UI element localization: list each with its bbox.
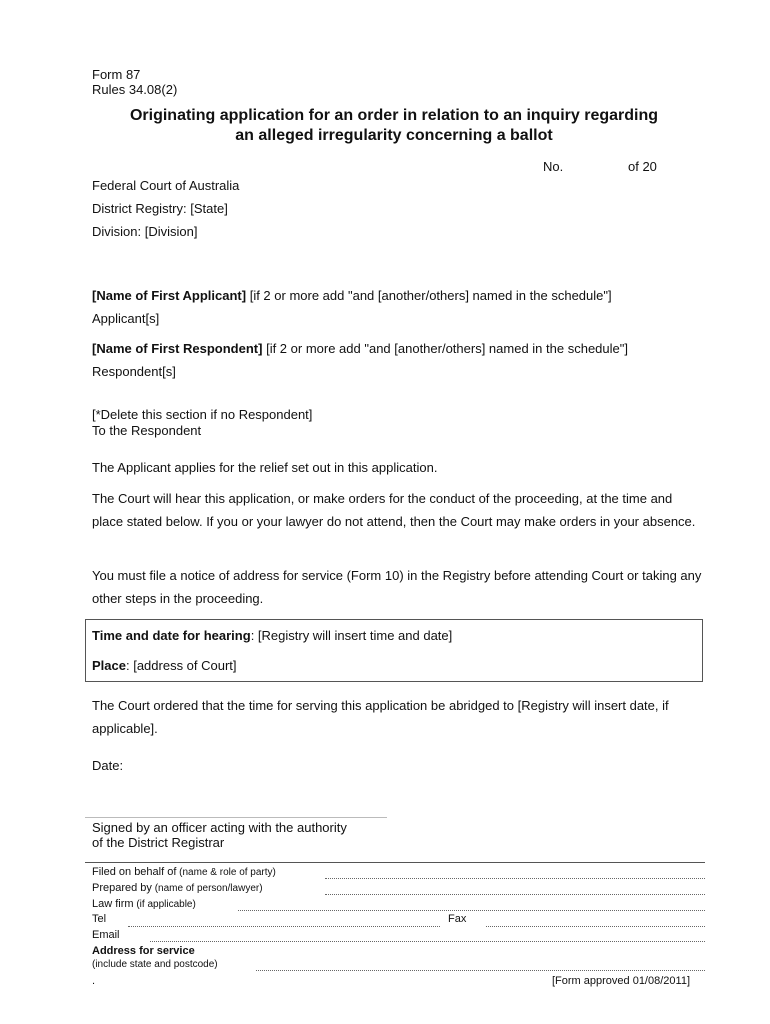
district-registry: District Registry: [State] — [92, 201, 228, 216]
hearing-time-value: : [Registry will insert time and date] — [250, 628, 453, 643]
filed-on-behalf-field[interactable] — [325, 878, 705, 879]
footer-divider — [85, 862, 705, 863]
to-respondent: To the Respondent — [92, 423, 202, 438]
prepared-hint: (name of person/lawyer) — [151, 883, 263, 894]
hearing-place — [92, 658, 237, 673]
filed-label: Filed on behalf of — [92, 866, 177, 878]
paragraph-relief: The Applicant applies for the relief set out in this application. — [92, 460, 438, 475]
title-line-1: Originating application for an order in relation to an inquiry regarding — [129, 107, 659, 124]
signature-line-1: Signed by an officer acting with the authority — [92, 820, 347, 835]
address-field[interactable] — [256, 970, 705, 971]
applicant-label: Applicant[s] — [92, 311, 160, 326]
applicant-name: [Name of First Applicant] — [92, 288, 247, 303]
hearing-time — [92, 628, 452, 643]
email-label: Email — [92, 929, 120, 941]
court-details — [92, 174, 239, 243]
paragraph-hearing-notice: The Court will hear this application, or make orders for the conduct of the proceeding, at the time and place stated below. If you or your lawyer do not attend, then the Court may make orders in your absence. — [92, 491, 696, 529]
court-name: Federal Court of Australia — [92, 178, 240, 193]
filed-on-behalf — [92, 866, 276, 878]
document-title — [60, 106, 728, 146]
respondent-block — [92, 337, 702, 383]
prepared-by-field[interactable] — [325, 894, 705, 895]
fax-label: Fax — [448, 913, 467, 925]
form-approved-note: [Form approved 01/08/2011] — [552, 975, 690, 987]
title-line-2: an alleged irregularity concerning a ballot — [235, 127, 553, 144]
rules-reference: Rules 34.08(2) — [92, 82, 178, 97]
date-label: Date: — [92, 758, 124, 773]
hearing-place-label: Place — [92, 658, 126, 673]
law-firm — [92, 898, 196, 910]
hearing-time-label: Time and date for hearing — [92, 628, 251, 643]
signature-block — [92, 820, 347, 850]
form-header — [92, 67, 177, 97]
prepared-label: Prepared by — [92, 882, 152, 894]
hearing-place-value: : [address of Court] — [125, 658, 237, 673]
respondent-note: [if 2 or more add "and [another/others] named in the schedule"] — [262, 341, 628, 356]
signature-line-2: of the District Registrar — [92, 835, 225, 850]
paragraph-address-for-service: You must file a notice of address for service (Form 10) in the Registry before attending Court or taking any other steps in the proceeding. — [92, 568, 702, 606]
applicant-note: [if 2 or more add "and [another/others] named in the schedule"] — [246, 288, 612, 303]
applicant-block — [92, 284, 702, 330]
respondent-name: [Name of First Respondent] — [92, 341, 263, 356]
paragraph-order: The Court ordered that the time for serving this application be abridged to [Registry will insert date, if applicable]. — [92, 698, 669, 736]
fax-field[interactable] — [486, 926, 705, 927]
filed-hint: (name & role of party) — [176, 867, 276, 878]
respondent-notice — [92, 407, 312, 439]
address-for-service-label: Address for service — [92, 945, 195, 957]
address-hint: (include state and postcode) — [92, 959, 218, 970]
law-firm-field[interactable] — [238, 910, 705, 911]
case-year-label: of 20 — [628, 159, 657, 174]
lawfirm-hint: (if applicable) — [133, 899, 196, 910]
delete-note: [*Delete this section if no Respondent] — [92, 407, 313, 422]
footer-dot: . — [92, 975, 96, 987]
respondent-label: Respondent[s] — [92, 364, 176, 379]
tel-label: Tel — [92, 913, 107, 925]
tel-field[interactable] — [128, 926, 440, 927]
lawfirm-label: Law firm — [92, 898, 134, 910]
form-number: Form 87 — [92, 67, 141, 82]
email-field[interactable] — [150, 941, 705, 942]
case-number-label: No. — [543, 159, 564, 174]
signature-line — [85, 817, 387, 818]
division: Division: [Division] — [92, 224, 198, 239]
prepared-by — [92, 882, 263, 894]
